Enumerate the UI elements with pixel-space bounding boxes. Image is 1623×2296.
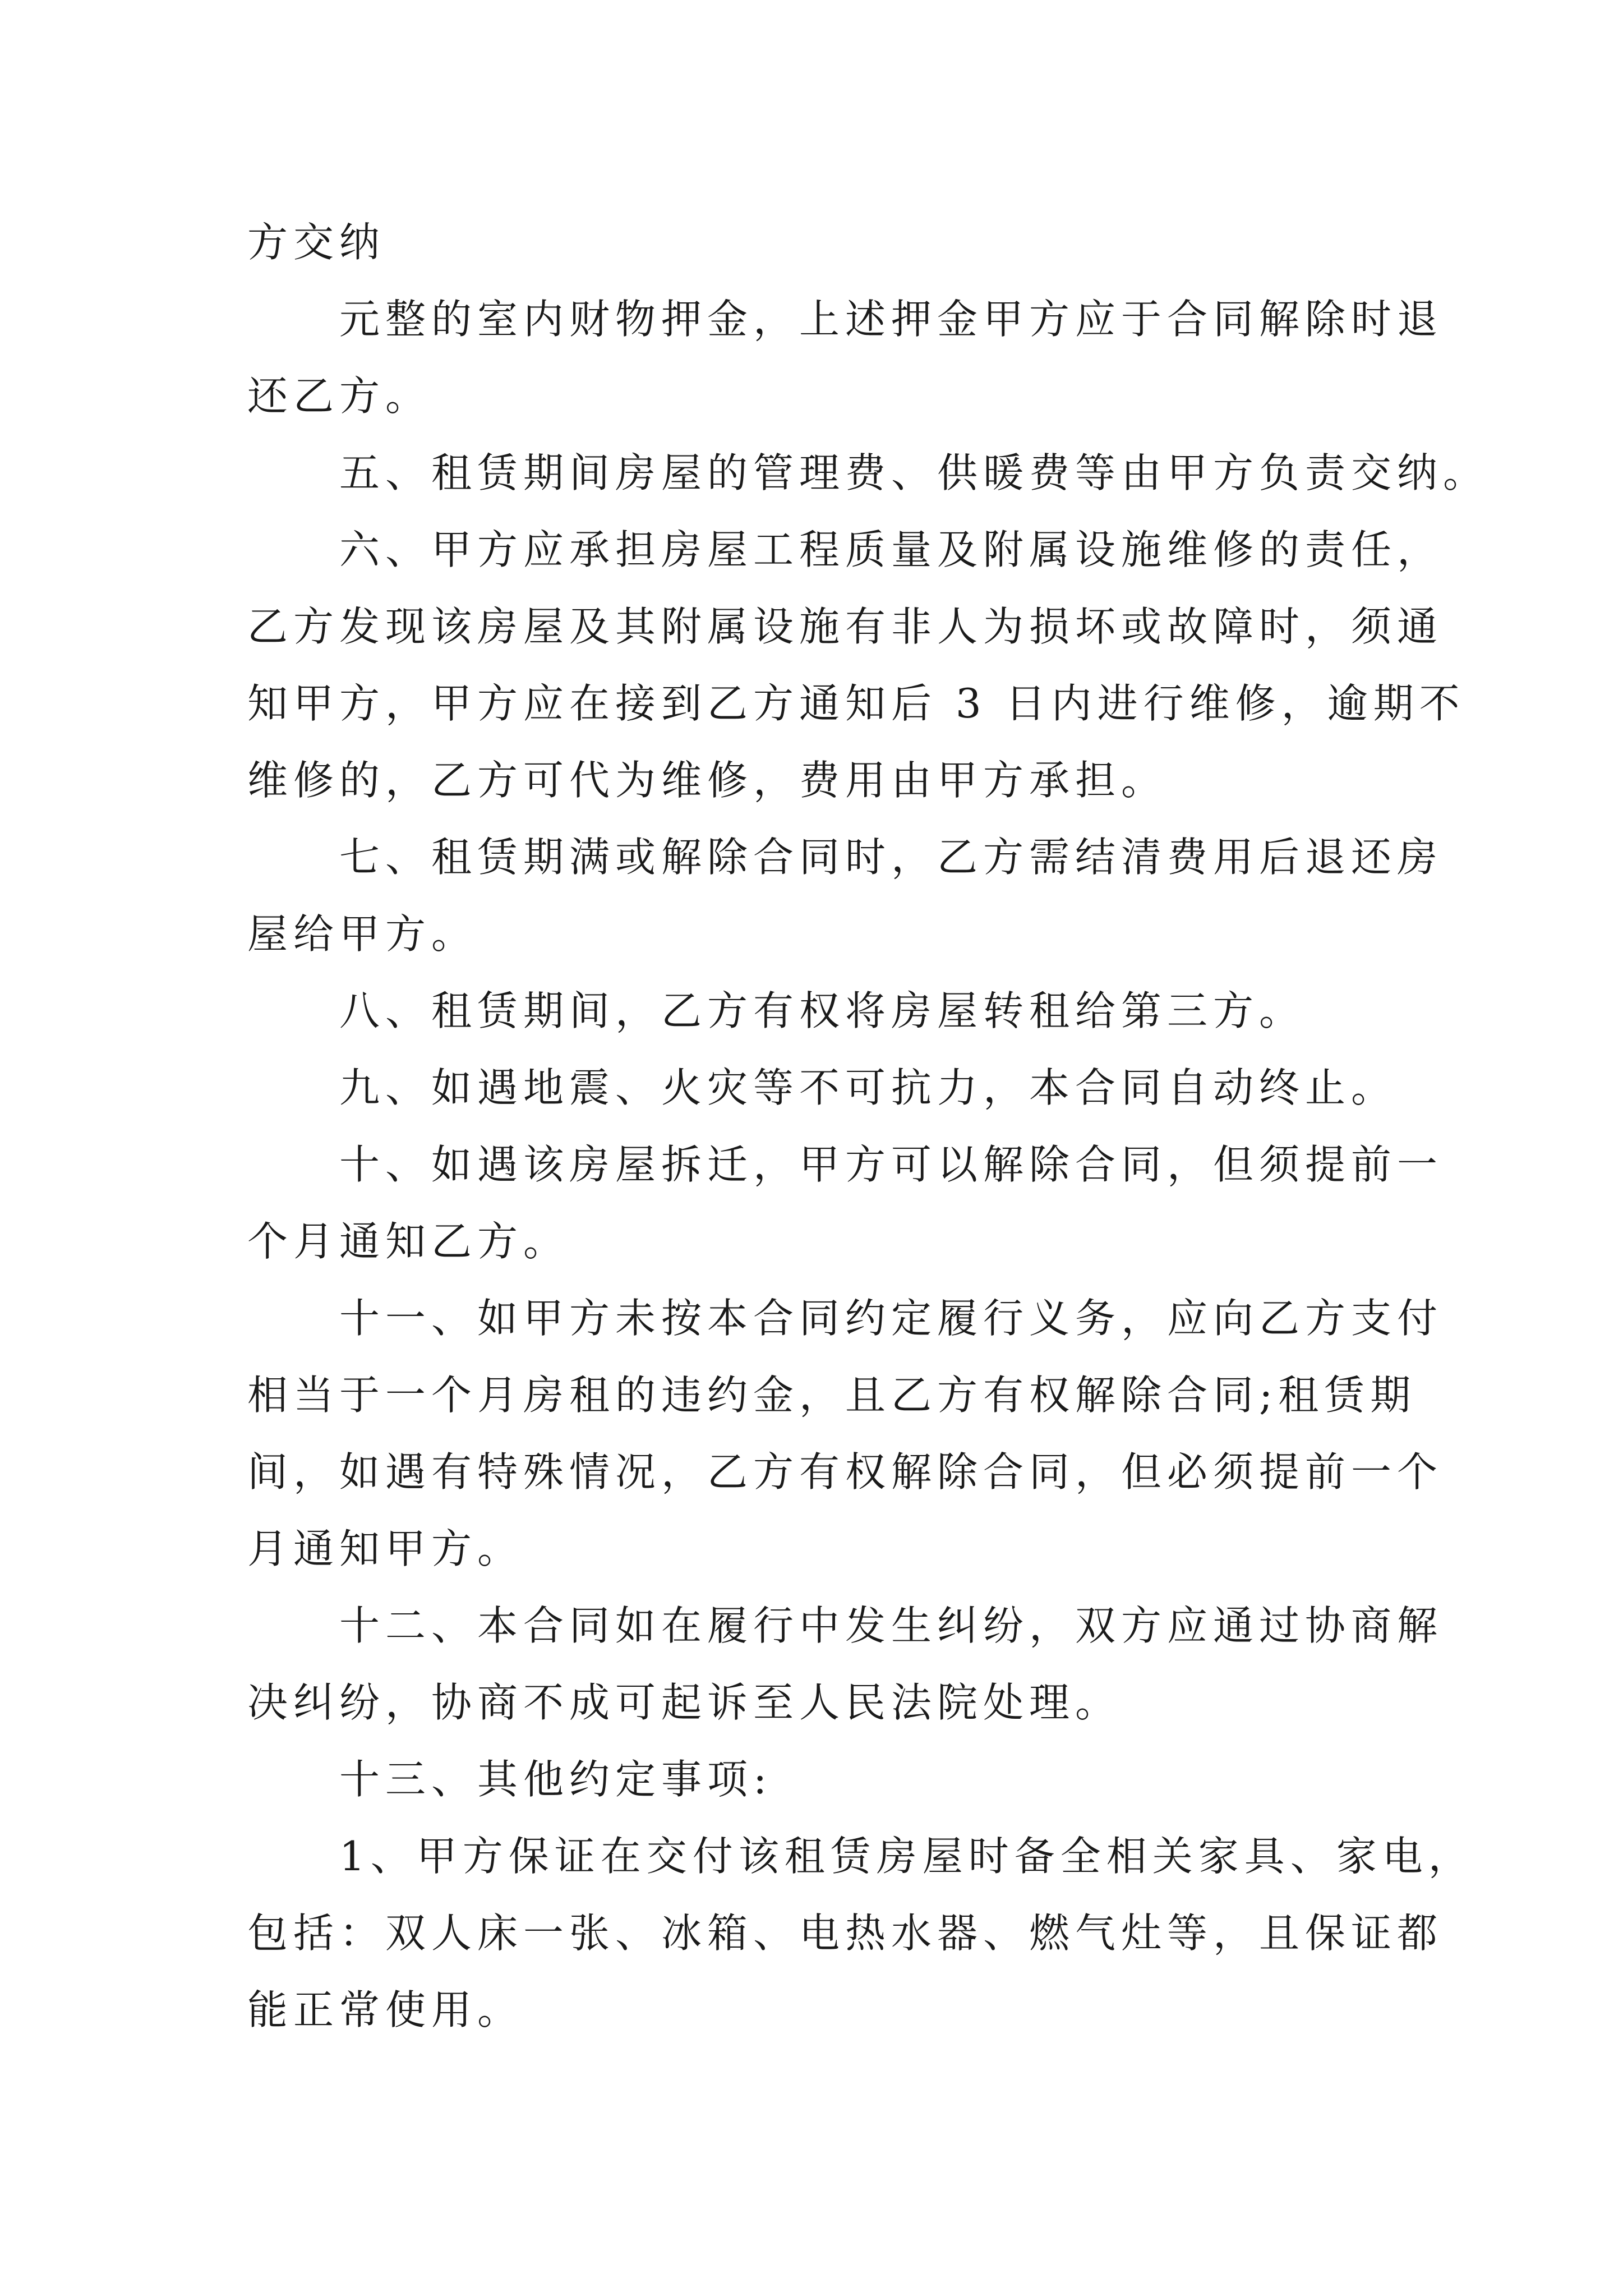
- text-line: 维修的，乙方可代为维修，费用由甲方承担。: [247, 757, 1168, 804]
- text-line: 知甲方，甲方应在接到乙方通知后 3 日内进行维修，逾期不: [247, 680, 1465, 727]
- clause-11: 十一、如甲方未按本合同约定履行义务，应向乙方支付: [339, 1295, 1444, 1342]
- text-line: 元整的室内财物押金，上述押金甲方应于合同解除时退: [339, 296, 1444, 343]
- clause-6: 六、甲方应承担房屋工程质量及附属设施维修的责任，: [339, 526, 1444, 573]
- clause-8: 八、租赁期间，乙方有权将房屋转租给第三方。: [339, 987, 1306, 1034]
- text-line: 决纠纷，协商不成可起诉至人民法院处理。: [247, 1679, 1122, 1726]
- text-line: 屋给甲方。: [247, 910, 478, 958]
- text-line: 能正常使用。: [247, 1986, 524, 2033]
- text-line: 方交纳: [247, 219, 386, 266]
- text-line: 间，如遇有特殊情况，乙方有权解除合同，但必须提前一个: [247, 1448, 1444, 1496]
- text-line: 相当于一个月房租的违约金，且乙方有权解除合同;租赁期: [247, 1372, 1417, 1419]
- clause-12: 十二、本合同如在履行中发生纠纷，双方应通过协商解: [339, 1602, 1444, 1649]
- text-line: 个月通知乙方。: [247, 1218, 570, 1265]
- text-line: 月通知甲方。: [247, 1525, 524, 1572]
- clause-7: 七、租赁期满或解除合同时，乙方需结清费用后退还房: [339, 834, 1444, 881]
- clause-9: 九、如遇地震、火灾等不可抗力，本合同自动终止。: [339, 1064, 1398, 1111]
- text-line: 还乙方。: [247, 372, 432, 420]
- text-line: 乙方发现该房屋及其附属设施有非人为损坏或故障时，须通: [247, 603, 1444, 650]
- clause-13-item-1: 1、甲方保证在交付该租赁房屋时备全相关家具、家电，: [339, 1833, 1474, 1880]
- contract-body: [247, 204, 1490, 2049]
- clause-13: 十三、其他约定事项:: [339, 1756, 773, 1803]
- clause-5: 五、租赁期间房屋的管理费、供暖费等由甲方负责交纳。: [339, 449, 1490, 496]
- text-line: 包括：双人床一张、冰箱、电热水器、燃气灶等，且保证都: [247, 1910, 1444, 1957]
- clause-10: 十、如遇该房屋拆迁，甲方可以解除合同，但须提前一: [339, 1141, 1444, 1188]
